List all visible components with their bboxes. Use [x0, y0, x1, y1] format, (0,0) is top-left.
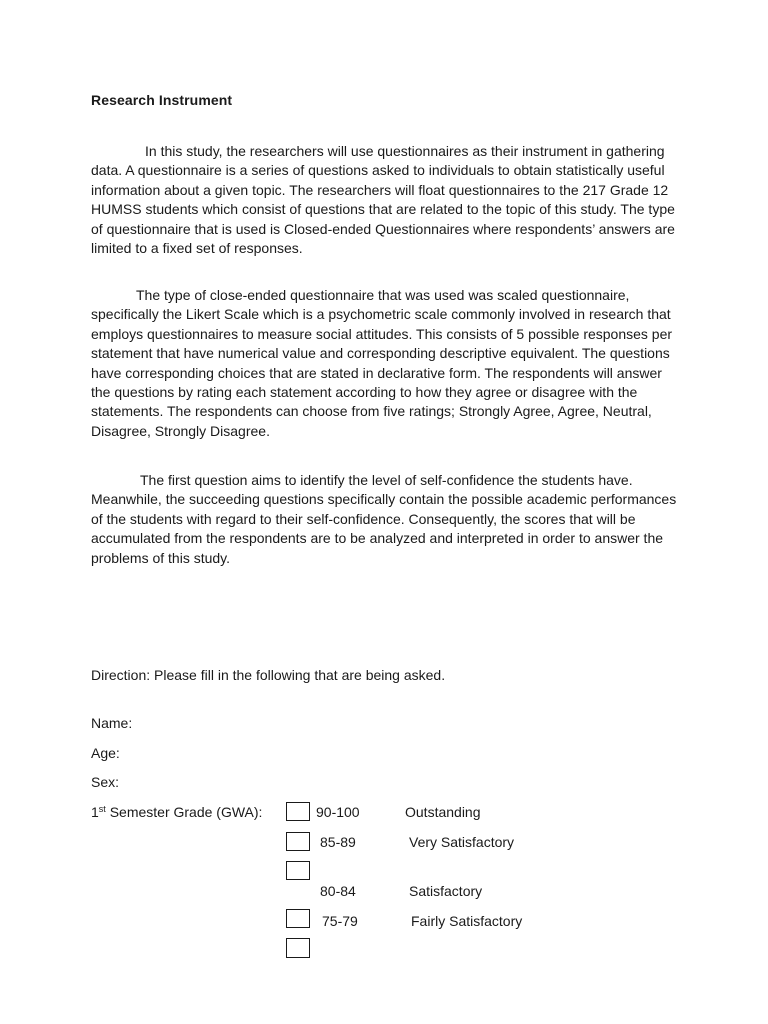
gwa-label: 1st Semester Grade (GWA):	[91, 804, 263, 820]
grade-range-80-84: 80-84	[320, 883, 356, 899]
checkbox-grade-90-100[interactable]	[286, 802, 310, 821]
paragraph-first-question: The first question aims to identify the level of self-confidence the students have. Meanwhile, the succeeding questions specifically contain the possible academic performances of the students with regard to their self-confidence. Consequently, the scores that will be accumulated from the respondents are to be analyzed and interpreted in order to answer the problems of this study.	[91, 472, 677, 566]
name-label: Name:	[91, 715, 133, 731]
sex-label: Sex:	[91, 774, 120, 790]
paragraph-instrument: In this study, the researchers will use questionnaires as their instrument in gathering data. A questionnaire is a series of questions asked to individuals to obtain statistically useful information about a given topic. The researchers will float questionnaires to the 217 Grade 12 HUMSS students which consist of questions that are related to the topic of this study. The type of questionnaire that is used is Closed-ended Questionnaires where respondents’ answers are limited to a fixed set of responses.	[91, 143, 675, 257]
checkbox-grade-85-89[interactable]	[286, 832, 310, 851]
grade-range-85-89: 85-89	[320, 834, 356, 850]
checkbox-grade-80-84[interactable]	[286, 861, 310, 880]
age-label: Age:	[91, 745, 120, 761]
grade-desc-fairly-satisfactory: Fairly Satisfactory	[411, 913, 523, 929]
checkbox-grade-extra[interactable]	[286, 938, 310, 958]
paragraph-likert-scale: The type of close-ended questionnaire that was used was scaled questionnaire, specifically the Likert Scale which is a psychometric scale commonly involved in research that employs questionnaires to measure social attitudes. This consists of 5 possible responses per statement that have numerical value and corresponding descriptive equivalent. The questions have corresponding choices that are stated in declarative form. The respondents will answer the questions by rating each statement according to how they agree or disagree with the statements. The respondents can choose from five ratings; Strongly Agree, Agree, Neutral, Disagree, Strongly Disagree.	[91, 287, 673, 439]
grade-desc-very-satisfactory: Very Satisfactory	[409, 834, 515, 850]
form-direction: Direction: Please fill in the following that are being asked.	[91, 667, 446, 683]
document-title: Research Instrument	[91, 92, 233, 108]
checkbox-grade-75-79[interactable]	[286, 909, 310, 928]
grade-desc-outstanding: Outstanding	[405, 804, 481, 820]
grade-range-75-79: 75-79	[322, 913, 358, 929]
grade-range-90-100: 90-100	[316, 804, 360, 820]
grade-desc-satisfactory: Satisfactory	[409, 883, 483, 899]
